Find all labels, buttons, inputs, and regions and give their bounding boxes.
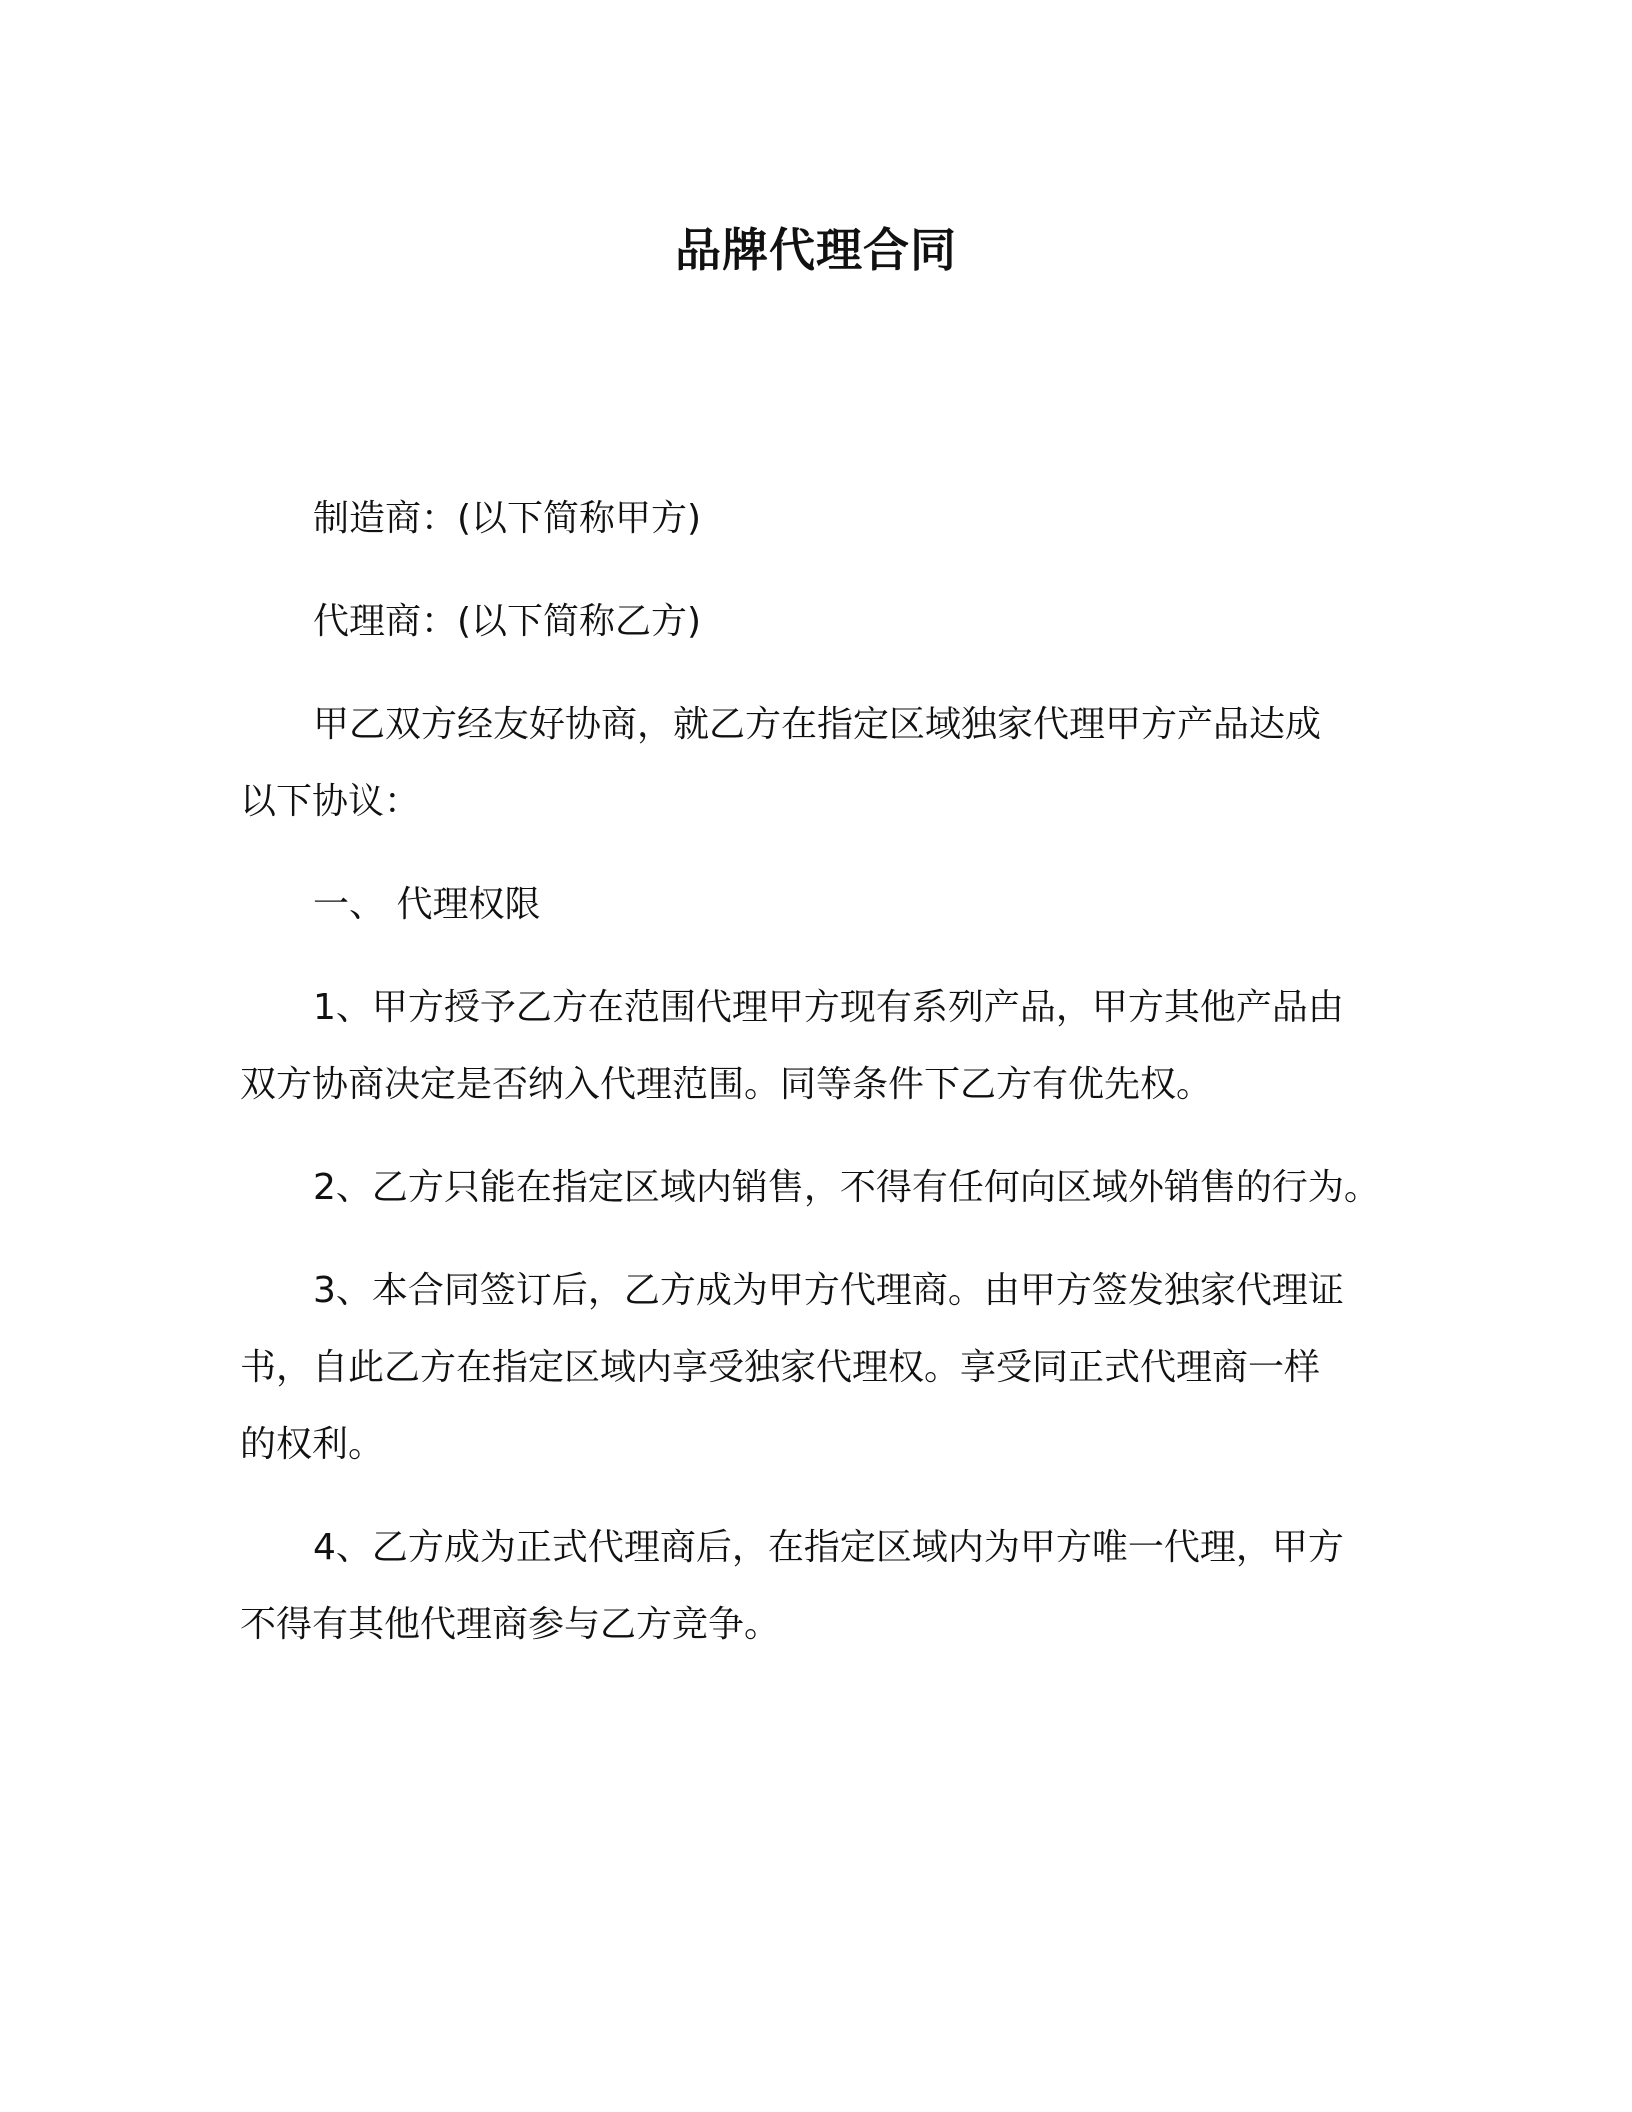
clause-2-line-1: 2、乙方只能在指定区域内销售，不得有任何向区域外销售的行为。 xyxy=(313,1167,1380,1208)
preamble-line-2: 以下协议： xyxy=(240,781,421,822)
clause-4-line-2: 不得有其他代理商参与乙方竞争。 xyxy=(240,1604,781,1645)
clause-1-line-2: 双方协商决定是否纳入代理范围。同等条件下乙方有优先权。 xyxy=(240,1064,1213,1105)
clause-1-line-1: 1、甲方授予乙方在范围代理甲方现有系列产品，甲方其他产品由 xyxy=(313,987,1344,1028)
manufacturer-line: 制造商：(以下简称甲方) xyxy=(313,498,702,539)
clause-3-line-2: 书，自此乙方在指定区域内享受独家代理权。享受同正式代理商一样 xyxy=(240,1347,1321,1388)
preamble-line-1: 甲乙双方经友好协商，就乙方在指定区域独家代理甲方产品达成 xyxy=(313,704,1322,745)
clause-3-line-1: 3、本合同签订后，乙方成为甲方代理商。由甲方签发独家代理证 xyxy=(313,1270,1344,1311)
clause-4-line-1: 4、乙方成为正式代理商后，在指定区域内为甲方唯一代理，甲方 xyxy=(313,1527,1344,1568)
agent-line: 代理商：(以下简称乙方) xyxy=(313,601,702,642)
document-title: 品牌代理合同 xyxy=(675,223,957,277)
section-heading-1: 一、 代理权限 xyxy=(313,884,541,925)
clause-3-line-3: 的权利。 xyxy=(240,1424,385,1465)
